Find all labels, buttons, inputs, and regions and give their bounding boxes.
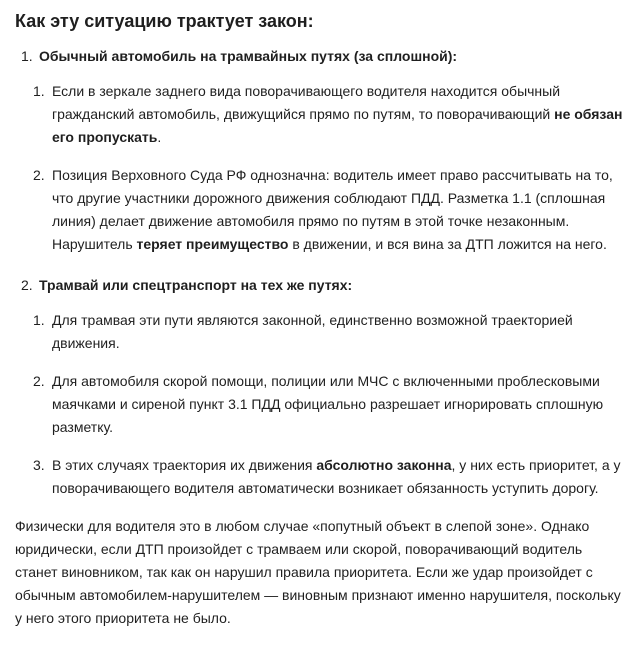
section-title: Обычный автомобиль на трамвайных путях (за сплошной): — [39, 48, 458, 64]
list-item-number: 3. — [33, 457, 45, 473]
section-ordinary-car — [21, 45, 626, 68]
list-item-number: 2. — [33, 167, 45, 183]
section-tram-special-list — [33, 309, 626, 500]
list-item-text — [52, 454, 626, 500]
list-item — [33, 370, 626, 439]
list-item-text — [52, 80, 626, 149]
list-item-number: 1. — [33, 312, 45, 328]
section-tram-special — [21, 274, 626, 297]
list-item — [33, 309, 626, 355]
section-ordinary-car-list — [33, 80, 626, 256]
list-item-emphasis: не обязан его пропускать — [52, 106, 623, 145]
list-item-emphasis: абсолютно законна — [316, 457, 452, 473]
list-item-text-part: Позиция Верховного Суда РФ однозначна: водитель имеет право рассчитывать на то, что другие участники дорожного движения соблюдают ПДД. Разметка 1.1 (сплошная линия) делает движение автомобиля прямо по путям в этой точке незаконным. Нарушитель — [52, 167, 613, 252]
list-item — [33, 80, 626, 149]
list-item — [33, 454, 626, 500]
list-item — [33, 164, 626, 256]
list-item-text-part: Если в зеркале заднего вида поворачивающего водителя находится обычный гражданский автомобиль, движущийся прямо по путям, то поворачивающий — [52, 83, 561, 122]
list-item-text — [52, 370, 626, 439]
section-number: 2. — [21, 277, 33, 293]
list-item-text-part: Для автомобиля скорой помощи, полиции или МЧС с включенными проблесковыми маячками и сиреной пункт 3.1 ПДД официально разрешает игнорировать сплошную разметку. — [52, 373, 604, 435]
list-item-text-part: , у них есть приоритет, а у поворачивающего водителя автоматически возникает обязанность уступить дорогу. — [52, 457, 621, 496]
conclusion-paragraph: Физически для водителя это в любом случае «попутный объект в слепой зоне». Однако юридически, если ДТП произойдет с трамваем или скорой, поворачивающий водитель станет виновником, так как он нарушил правила приоритета. Если же удар произойдет с обычным автомобилем-нарушителем — виновным признают именно нарушителя, поскольку у него этого приоритета не было. — [15, 518, 621, 626]
section-number: 1. — [21, 48, 33, 64]
page-title: Как эту ситуацию трактует закон: — [15, 11, 314, 31]
list-item-number: 2. — [33, 373, 45, 389]
list-item-emphasis: теряет преимущество — [136, 236, 289, 252]
section-title: Трамвай или спецтранспорт на тех же путях: — [39, 277, 353, 293]
list-item-text-part: в движении, и вся вина за ДТП ложится на него. — [288, 236, 607, 252]
list-item-text-part: . — [157, 129, 162, 145]
list-item-number: 1. — [33, 83, 45, 99]
list-item-text-part: В этих случаях траектория их движения — [52, 457, 317, 473]
list-item-text — [52, 309, 626, 355]
list-item-text — [52, 164, 626, 256]
list-item-text-part: Для трамвая эти пути являются законной, единственно возможной траекторией движения. — [52, 312, 573, 351]
